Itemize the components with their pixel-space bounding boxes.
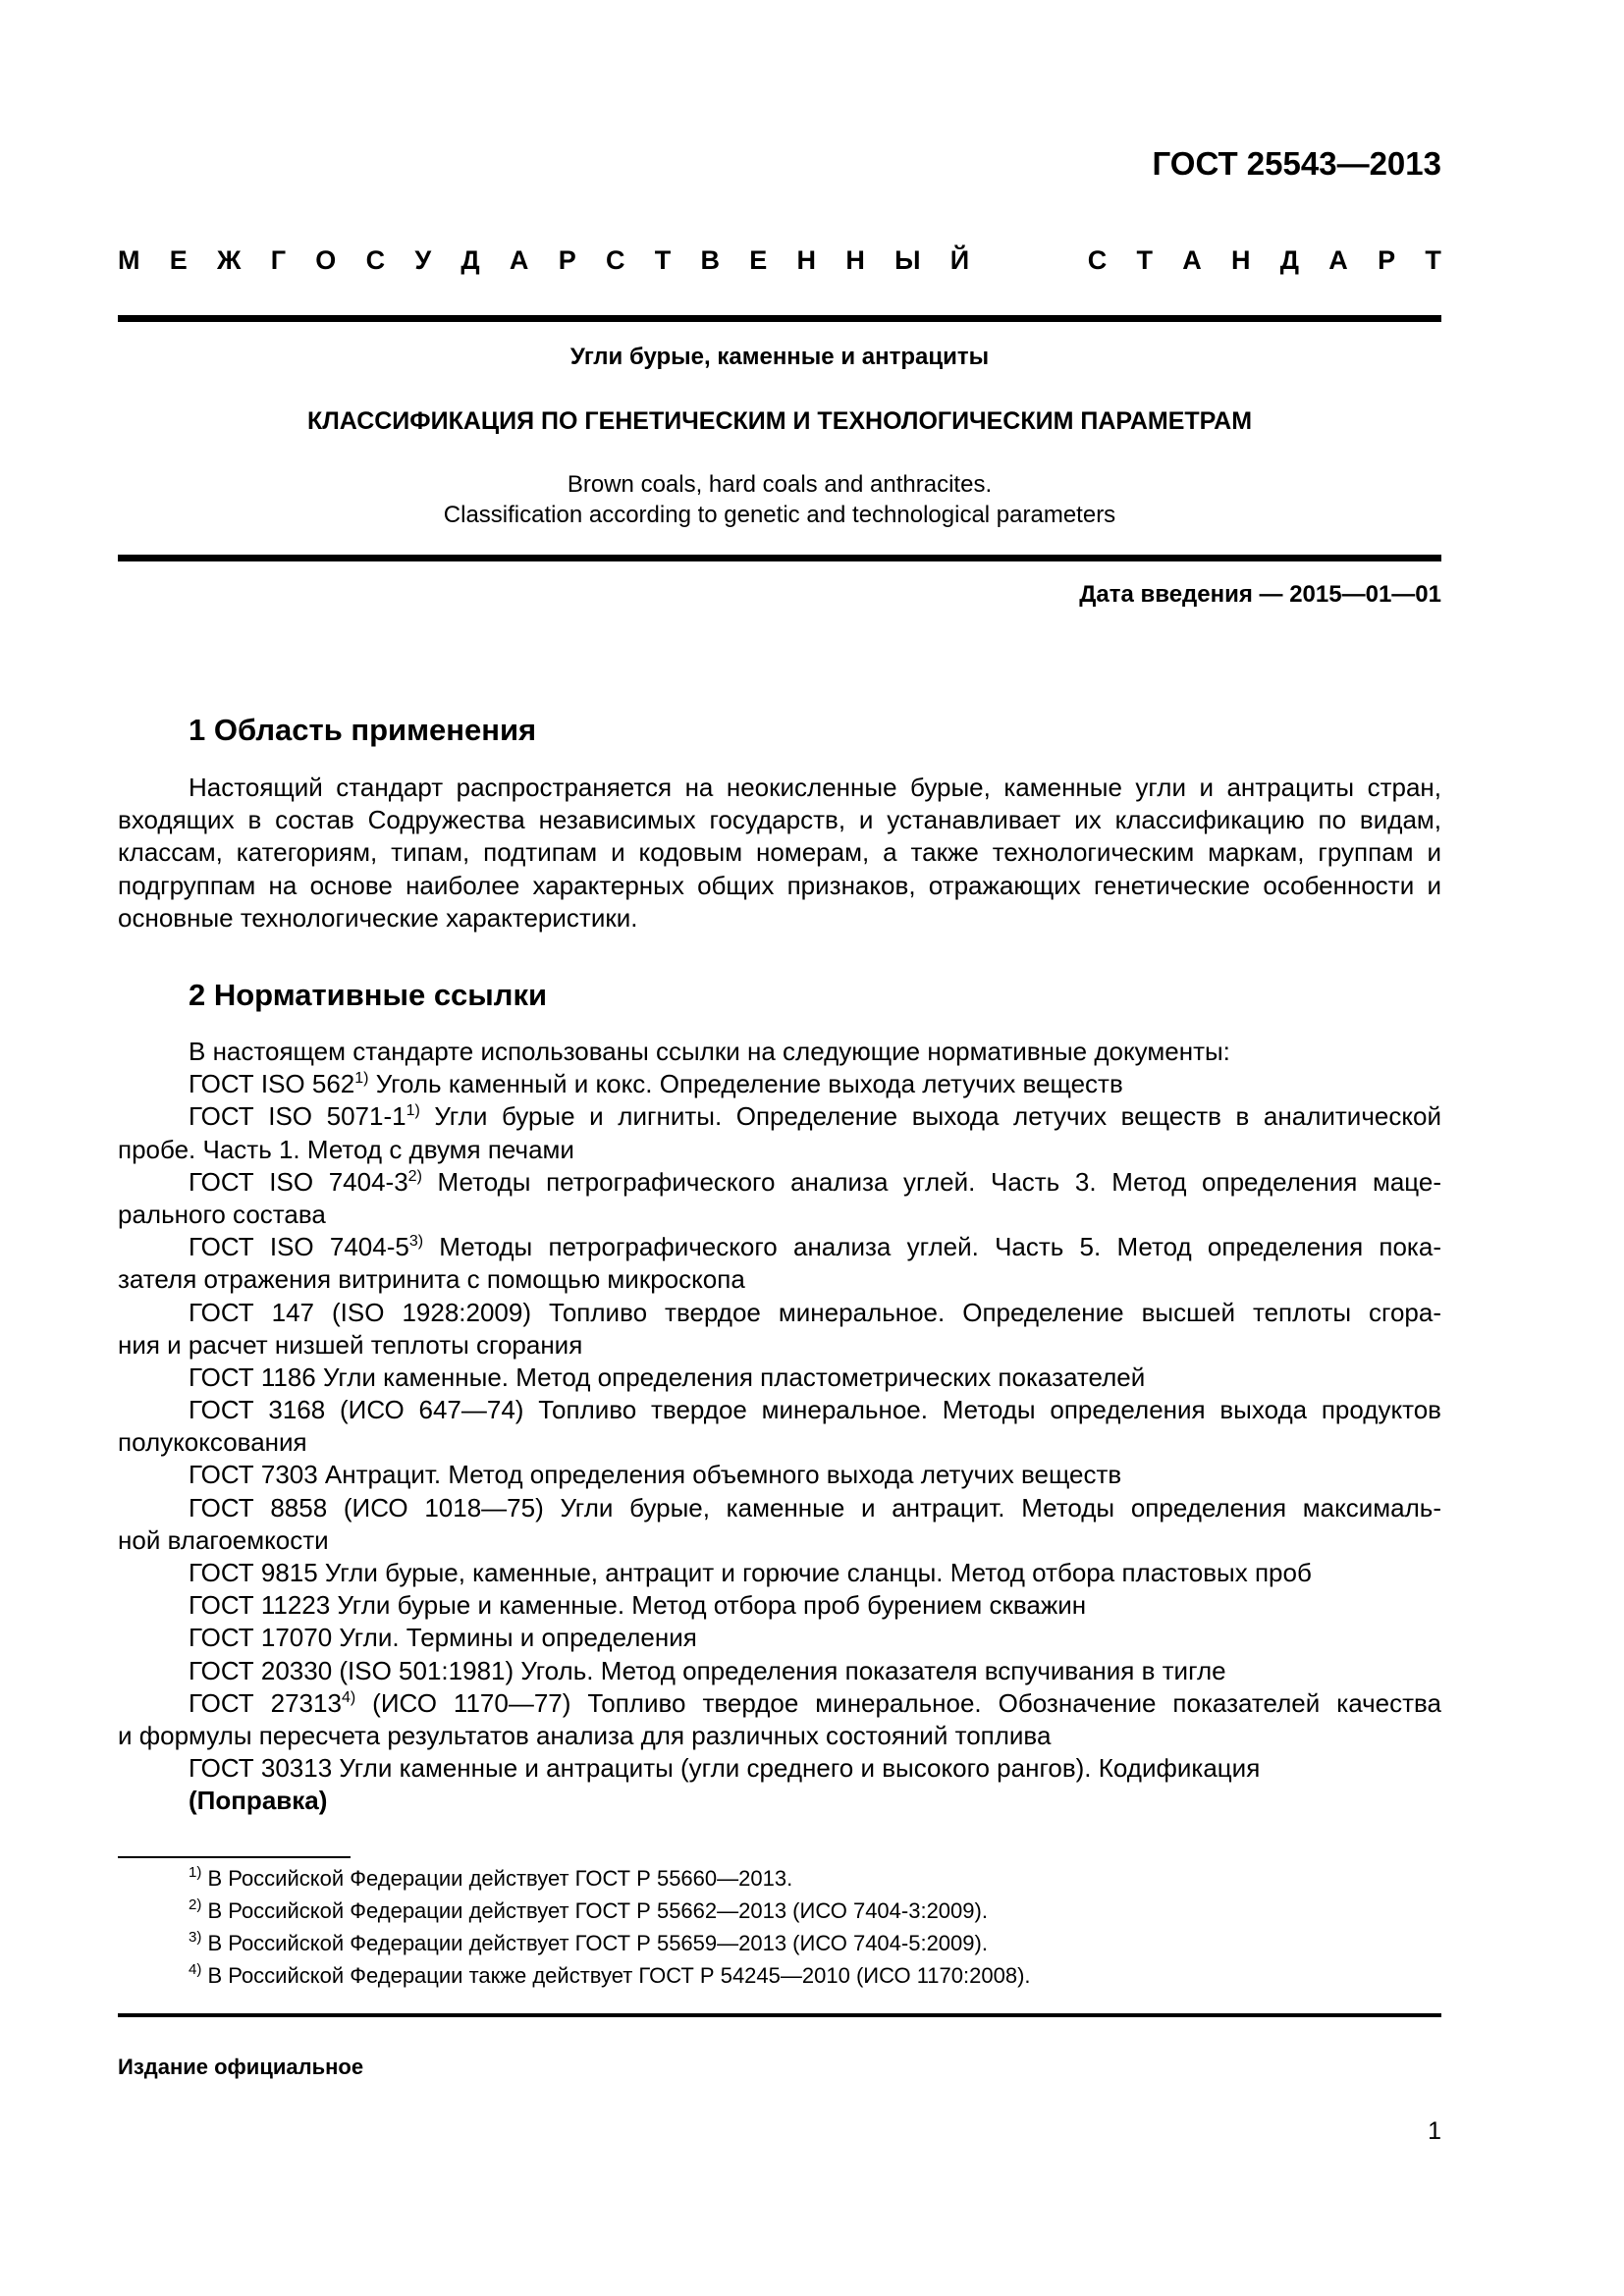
footnote [189, 1862, 1031, 1895]
heading-letter: Ж [217, 245, 242, 275]
reference-item: ГОСТ 7303 Антрацит. Метод определения объемного выхода летучих веществ [189, 1460, 1122, 1490]
english-title-line2: Classification according to genetic and technological parameters [443, 502, 1116, 528]
references-intro: В настоящем стандарте использованы ссылки на следующие нормативные документы: [189, 1037, 1230, 1066]
heading-letter: Г [270, 245, 287, 275]
ref-title: Методы петрографического анализа углей. Часть 5. Метод определения пока- [423, 1232, 1441, 1262]
ref-title: Угли бурые и лигниты. Определение выхода летучих веществ в аналитической [419, 1101, 1441, 1132]
reference-continuation: зателя отражения витринита с помощью микроскопа [118, 1264, 745, 1295]
normative-references-list [118, 1036, 1441, 1818]
document-subtitle: Угли бурые, каменные и антрациты [569, 344, 990, 370]
section-1-text [118, 772, 1441, 934]
reference-item: ГОСТ 9815 Угли бурые, каменные, антрацит и горючие сланцы. Метод отбора пластовых проб [189, 1558, 1312, 1587]
heading-letter: Е [749, 245, 768, 275]
reference-item [118, 1166, 1441, 1199]
heading-letter: Д [1279, 245, 1300, 275]
section-1-heading: 1 Область применения [189, 713, 537, 747]
footnote-text: В Российской Федерации действует ГОСТ Р 55660—2013. [201, 1866, 793, 1891]
footnote-text: В Российской Федерации действует ГОСТ Р 55662—2013 (ИСО 7404-3:2009). [201, 1898, 988, 1923]
document-number: ГОСТ 25543—2013 [1152, 145, 1441, 182]
reference-item: ГОСТ 8858 (ИСО 1018—75) Угли бурые, каменные и антрацит. Методы определения максималь- [189, 1492, 1441, 1522]
ref-title: Уголь каменный и кокс. Определение выхода летучих веществ [368, 1069, 1123, 1099]
reference-item: ГОСТ 30313 Угли каменные и антрациты (угли среднего и высокого рангов). Кодификация [189, 1753, 1261, 1784]
interstate-standard-heading [118, 245, 1441, 285]
footnote-separator [118, 1856, 351, 1858]
heading-letter: У [414, 245, 432, 275]
reference-continuation: полукоксования [118, 1427, 307, 1458]
heading-letter: А [1182, 245, 1202, 275]
reference-item: ГОСТ 11223 Угли бурые и каменные. Метод отбора проб бурением скважин [189, 1590, 1087, 1621]
heading-letter: С [365, 245, 386, 275]
title-divider [118, 555, 1441, 561]
reference-item [118, 1687, 1441, 1720]
ref-code: ГОСТ ISO 5071-1 [189, 1101, 406, 1132]
heading-letter: Н [845, 245, 865, 275]
page-number: 1 [1428, 2117, 1441, 2145]
introduction-date: Дата введения — 2015—01—01 [1079, 581, 1441, 608]
heading-letter: А [509, 245, 529, 275]
footer-divider [118, 2013, 1441, 2017]
reference-continuation: пробе. Часть 1. Метод с двумя печами [118, 1134, 574, 1164]
footnote-mark: 1) [189, 1864, 202, 1881]
heading-letter: Т [654, 245, 672, 275]
heading-letter: Р [558, 245, 576, 275]
ref-code: ГОСТ ISO 562 [189, 1069, 355, 1099]
reference-item: ГОСТ 17070 Угли. Термины и определения [189, 1623, 697, 1653]
ref-code: ГОСТ 27313 [189, 1687, 342, 1718]
ref-title: (ИСО 1170—77) Топливо твердое минеральное. Обозначение показателей качества [355, 1687, 1441, 1718]
footnote-mark: 3) [189, 1929, 202, 1946]
heading-letter: Н [1231, 245, 1251, 275]
footnote-mark: 2) [407, 1167, 422, 1185]
heading-letter: Ы [894, 245, 921, 275]
footnotes [189, 1862, 1031, 1992]
footnote-mark: 1) [406, 1102, 420, 1120]
official-edition-label: Издание официальное [118, 2055, 364, 2079]
footnote-mark: 1) [354, 1070, 369, 1088]
top-divider [118, 315, 1441, 322]
reference-continuation: ния и расчет низшей теплоты сгорания [118, 1329, 583, 1360]
footnote-mark: 4) [341, 1688, 356, 1706]
reference-item: ГОСТ 20330 (ISO 501:1981) Уголь. Метод определения показателя вспучивания в тигле [189, 1655, 1226, 1685]
english-title-line1: Brown coals, hard coals and anthracites. [567, 471, 993, 498]
heading-letter: А [1328, 245, 1348, 275]
heading-letter: М [118, 245, 140, 275]
reference-item [118, 1231, 1441, 1263]
reference-continuation: рального состава [118, 1199, 326, 1229]
footnote [189, 1959, 1031, 1992]
heading-letter: Н [796, 245, 817, 275]
reference-item [118, 1068, 1441, 1100]
footnote [189, 1927, 1031, 1959]
footnote-mark: 4) [189, 1961, 202, 1978]
reference-item: ГОСТ 147 (ISO 1928:2009) Топливо твердое минеральное. Определение высшей теплоты сгора- [189, 1297, 1441, 1327]
reference-continuation: и формулы пересчета результатов анализа для различных состояний топлива [118, 1720, 1052, 1750]
heading-letter: Р [1378, 245, 1396, 275]
word-gap [999, 245, 1057, 285]
reference-continuation: ной влагоемкости [118, 1524, 329, 1555]
reference-item: ГОСТ 1186 Угли каменные. Метод определения пластометрических показателей [189, 1362, 1146, 1392]
footnote-mark: 2) [189, 1896, 202, 1913]
heading-letter: Й [949, 245, 970, 275]
ref-code: ГОСТ ISO 7404-5 [189, 1232, 409, 1262]
footnote-text: В Российской Федерации также действует ГОСТ Р 54245—2010 (ИСО 1170:2008). [201, 1963, 1031, 1988]
ref-title: Методы петрографического анализа углей. Часть 3. Метод определения маце- [421, 1166, 1441, 1197]
heading-letter: Е [169, 245, 188, 275]
heading-letter: О [315, 245, 337, 275]
document-page [118, 0, 1441, 2296]
section-2-heading: 2 Нормативные ссылки [189, 978, 548, 1012]
footnote-text: В Российской Федерации действует ГОСТ Р 55659—2013 (ИСО 7404-5:2009). [201, 1931, 988, 1955]
heading-letter: С [1087, 245, 1108, 275]
footnote [189, 1895, 1031, 1927]
reference-item [118, 1100, 1441, 1133]
heading-letter: Т [1136, 245, 1153, 275]
heading-letter: С [605, 245, 625, 275]
ref-code: ГОСТ ISO 7404-3 [189, 1166, 408, 1197]
heading-letter: Т [1425, 245, 1441, 275]
amendment-note: (Поправка) [189, 1786, 328, 1816]
heading-letter: Д [460, 245, 480, 275]
document-title: КЛАССИФИКАЦИЯ ПО ГЕНЕТИЧЕСКИМ И ТЕХНОЛОГИЧЕСКИМ ПАРАМЕТРАМ [306, 407, 1253, 435]
scope-paragraph: Настоящий стандарт распространяется на неокисленные бурые, каменные угли и антрациты стран, входящих в состав Содружества независимых государств, и устанавливает их классификацию по видам, классам, категориям, типам, подтипам и кодовым номерам, а также технологическим маркам, группам и подгруппам на основе наиболее характерных общих признаков, отражающих генетические особенности и основные технологические характеристики. [118, 773, 1441, 933]
reference-item: ГОСТ 3168 (ИСО 647—74) Топливо твердое минеральное. Методы определения выхода продуктов [189, 1395, 1441, 1425]
heading-letter: В [700, 245, 720, 275]
footnote-mark: 3) [408, 1233, 424, 1251]
